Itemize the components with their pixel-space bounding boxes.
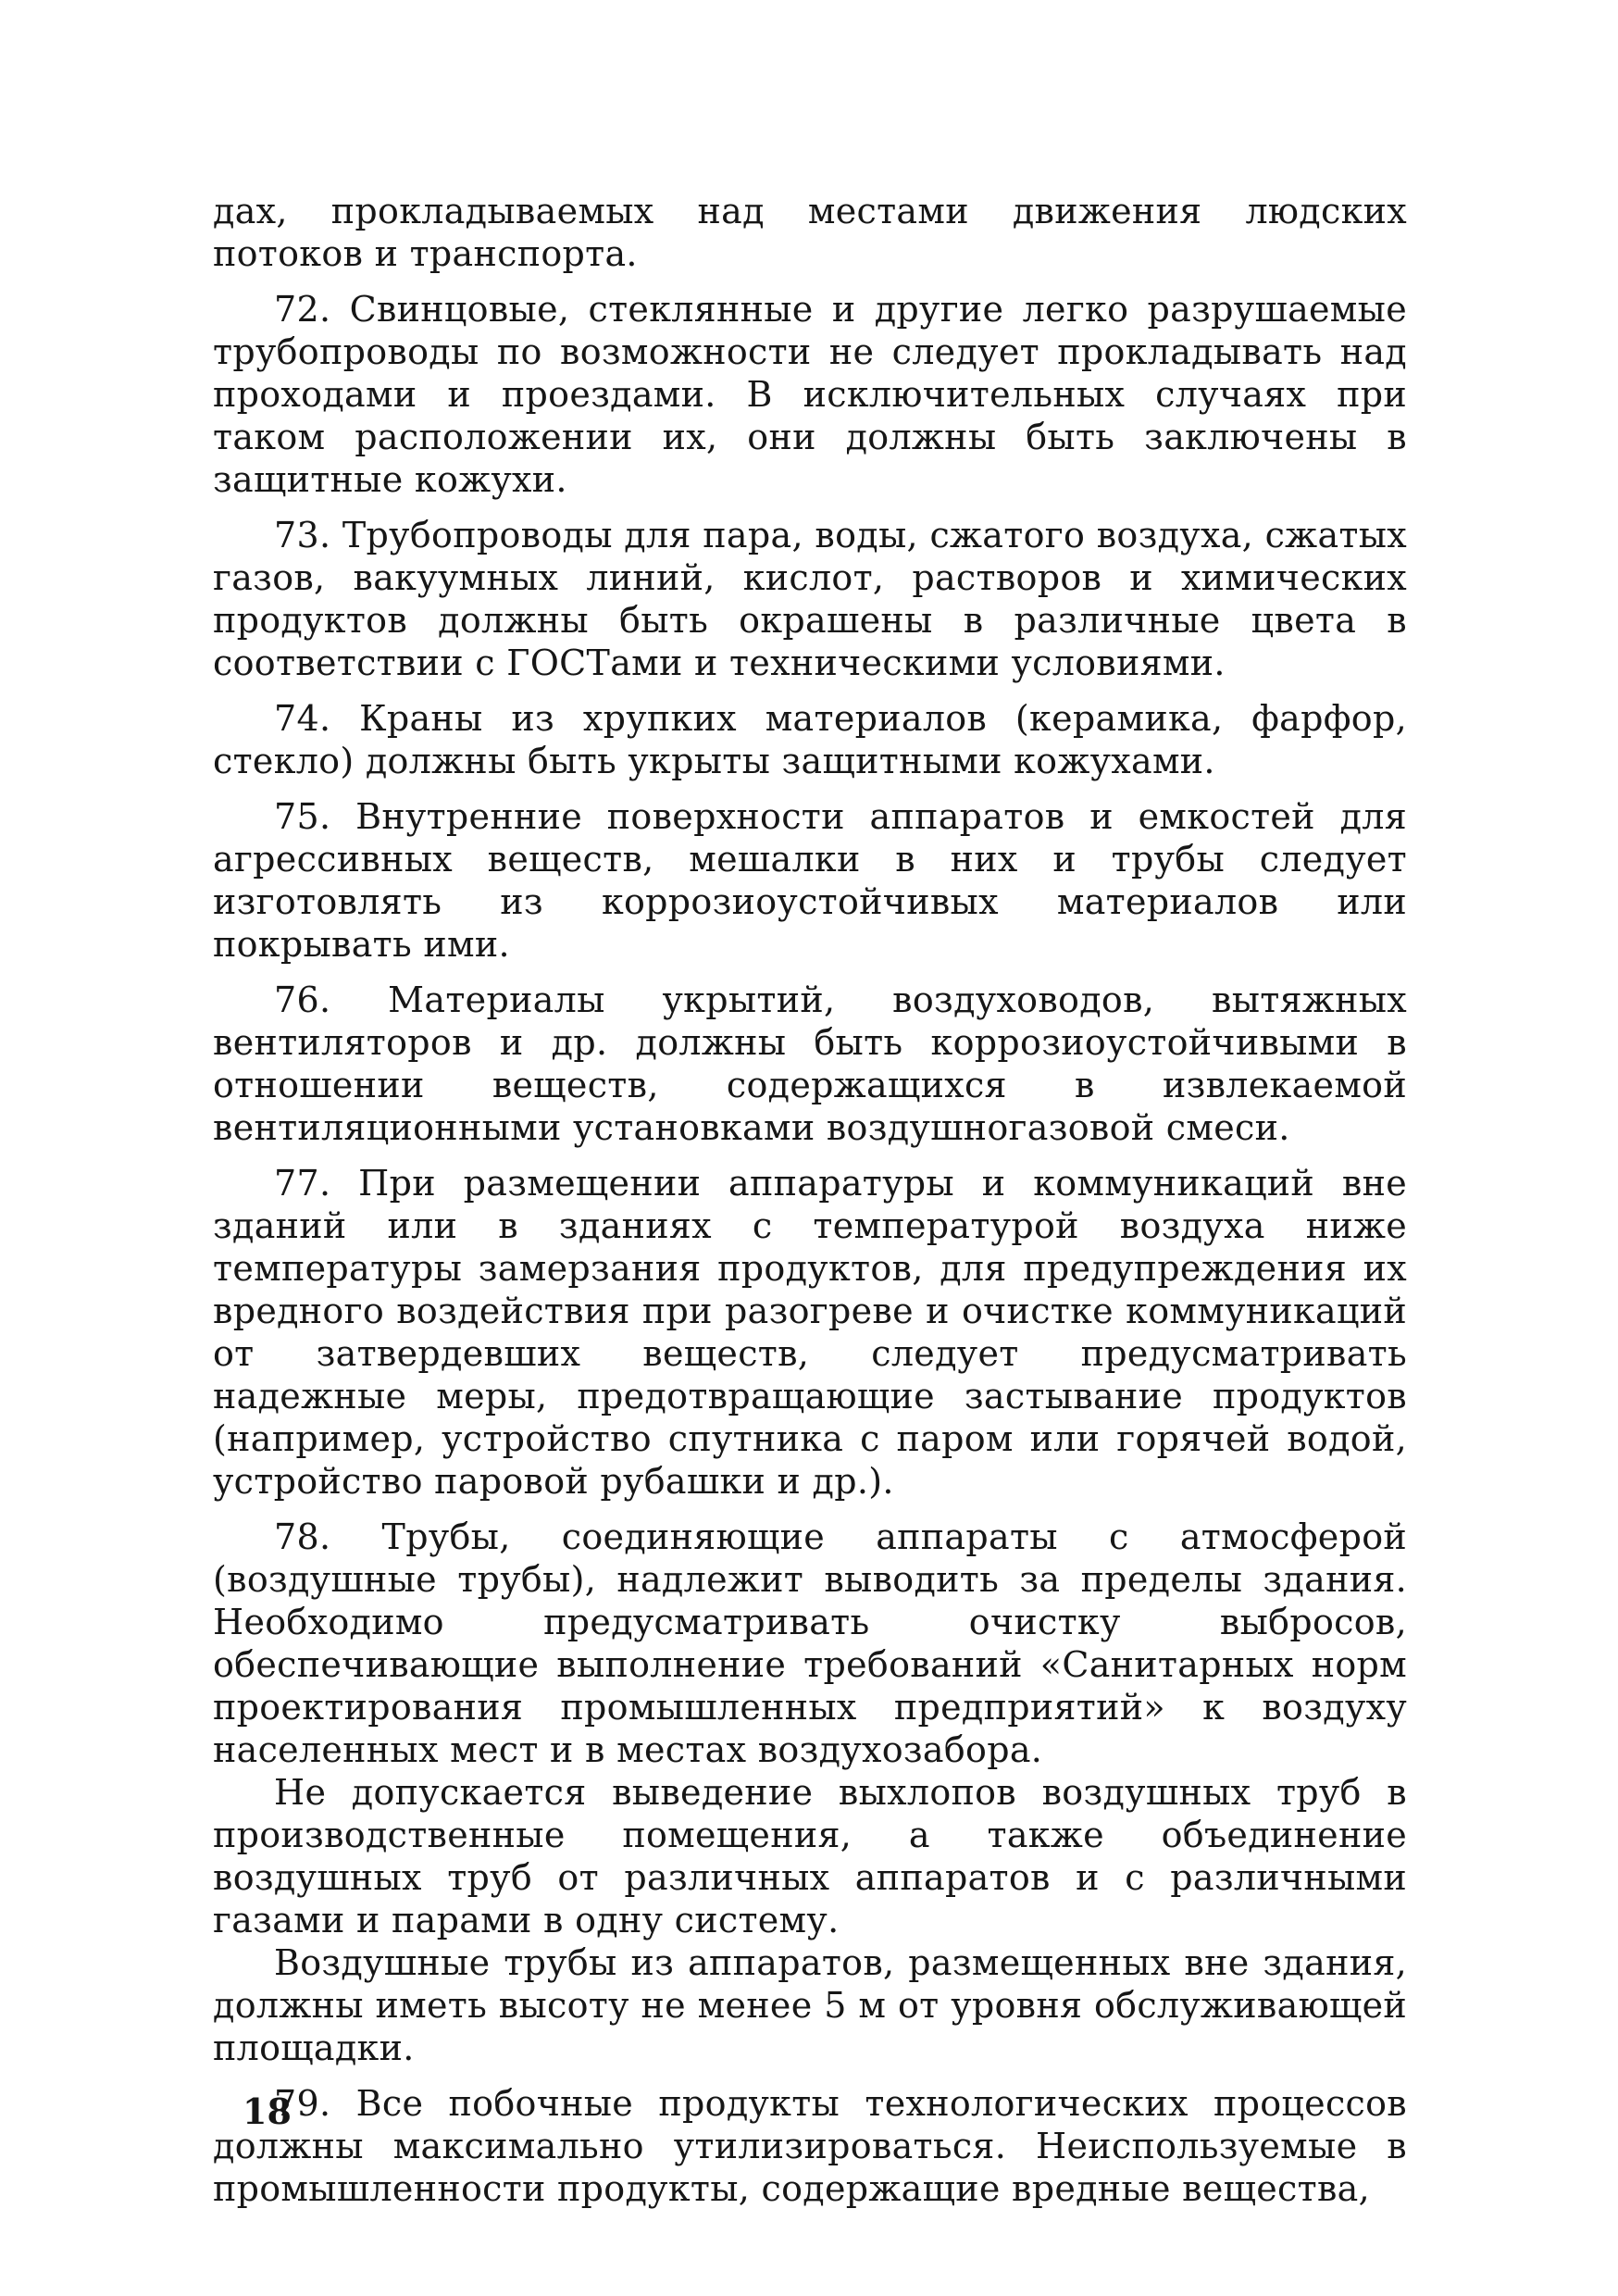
paragraph-76: 76. Материалы укрытий, воздуховодов, вытяжных вентиляторов и др. должны быть коррозиоустойчивыми в отношении веществ, содержащихся в извлекаемой вентиляционными установками воздушногазовой смеси.: [213, 980, 1407, 1148]
paragraph-77: 77. При размещении аппаратуры и коммуникаций вне зданий или в зданиях с температурой воздуха ниже температуры замерзания продуктов, для предупреждения их вредного воздействия при разогреве и очистке коммуникаций от затвердевших веществ, следует предусматривать надежные меры, предотвращающие застывание продуктов (например, устройство спутника с паром или горячей водой, устройство паровой рубашки и др.).: [213, 1163, 1407, 1502]
paragraph-75: 75. Внутренние поверхности аппаратов и емкостей для агрессивных веществ, мешалки в них и трубы следует изготовлять из коррозиоустойчивых материалов или покрывать ими.: [213, 796, 1407, 965]
paragraph-78: 78. Трубы, соединяющие аппараты с атмосферой (воздушные трубы), надлежит выводить за пределы здания. Необходимо предусматривать очистку выбросов, обеспечивающие выполнение требований «Санитарных норм проектирования промышленных предприятий» к воздуху населенных мест и в местах воздухозабора.: [213, 1516, 1407, 1770]
paragraph-78-exhaust: Не допускается выведение выхлопов воздушных труб в производственные помещения, а также объединение воздушных труб от различных аппаратов и с различными газами и парами в одну систему.: [213, 1772, 1407, 1940]
paragraph-78-height: Воздушные трубы из аппаратов, размещенных вне здания, должны иметь высоту не менее 5 м от уровня обслуживающей площадки.: [213, 1942, 1407, 2068]
page-number: 18: [243, 2090, 292, 2132]
paragraph-72: 72. Свинцовые, стеклянные и другие легко разрушаемые трубопроводы по возможности не следует прокладывать над проходами и проездами. В исключительных случаях при таком расположении их, они должны быть заключены в защитные кожухи.: [213, 289, 1407, 500]
paragraph-74: 74. Краны из хрупких материалов (керамика, фарфор, стекло) должны быть укрыты защитными кожухами.: [213, 698, 1407, 781]
paragraph-continuation: дах, прокладываемых над местами движения людских потоков и транспорта.: [213, 191, 1407, 274]
paragraph-79: 79. Все побочные продукты технологических процессов должны максимально утилизироваться. Неиспользуемые в промышленности продукты, содержащие вредные вещества,: [213, 2083, 1407, 2209]
page-body: [213, 190, 1407, 2210]
paragraph-73: 73. Трубопроводы для пара, воды, сжатого воздуха, сжатых газов, вакуумных линий, кислот, растворов и химических продуктов должны быть окрашены в различные цвета в соответствии с ГОСТами и техническими условиями.: [213, 515, 1407, 683]
